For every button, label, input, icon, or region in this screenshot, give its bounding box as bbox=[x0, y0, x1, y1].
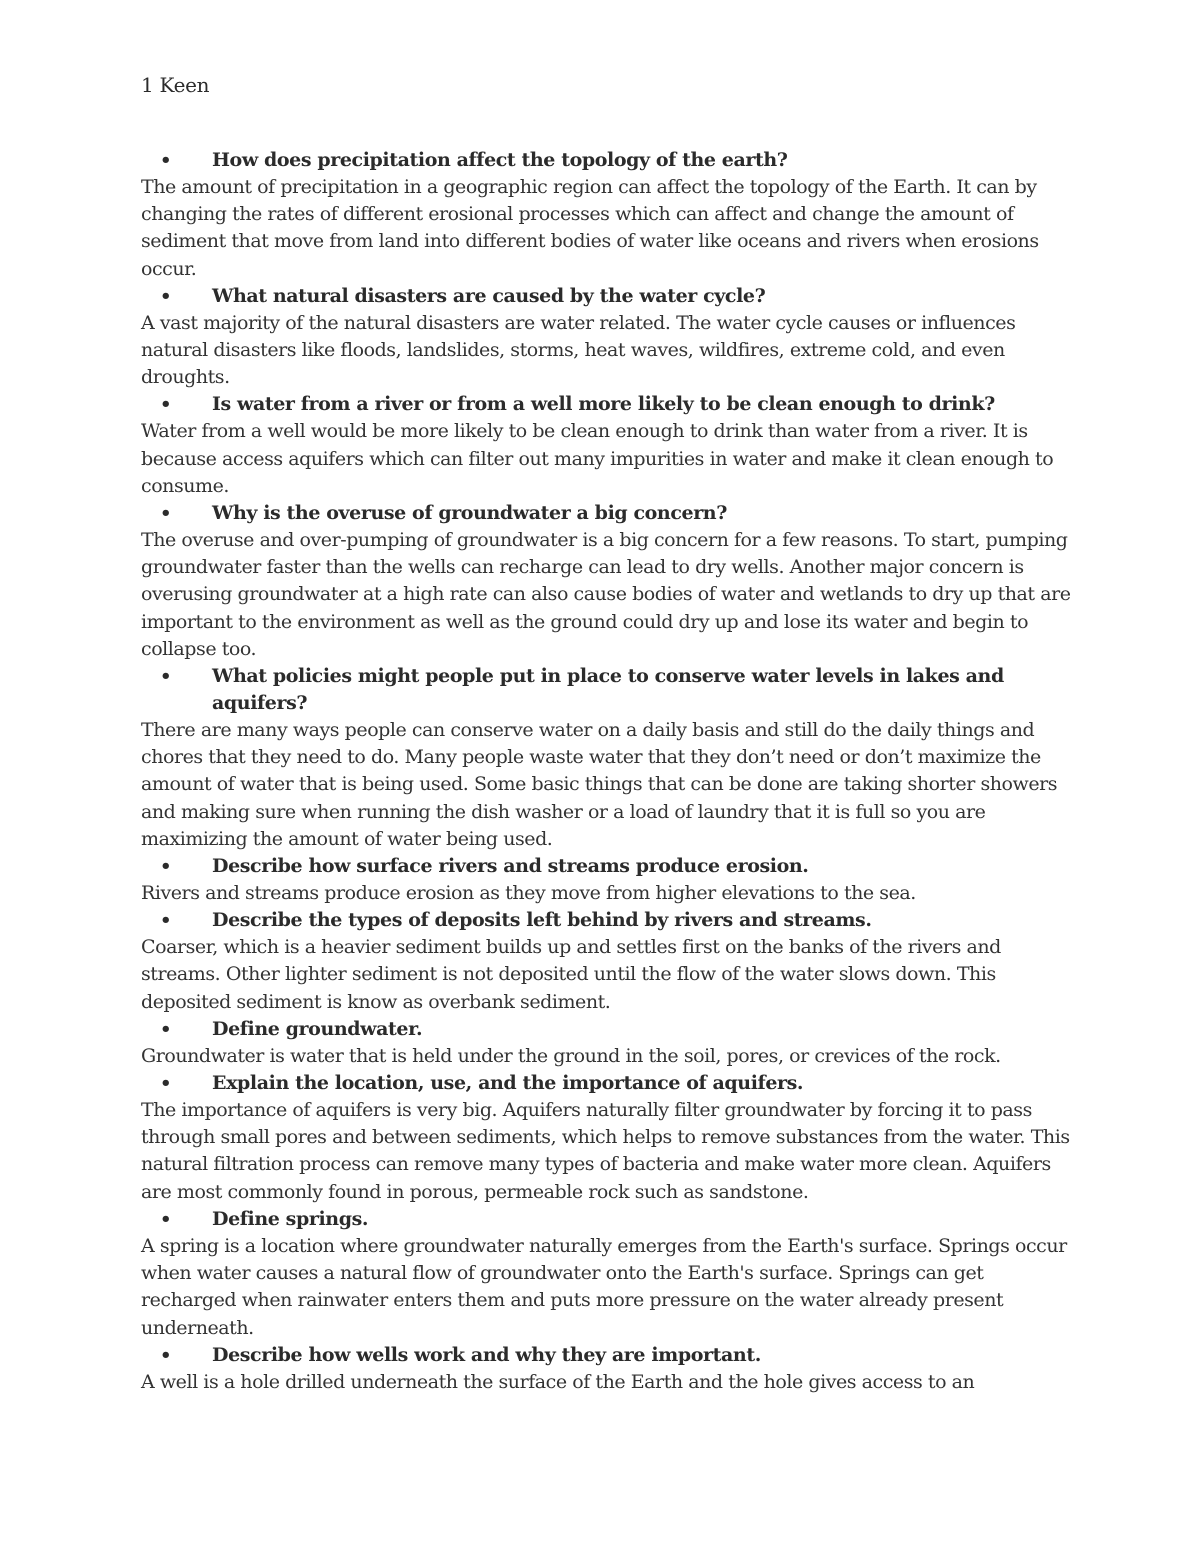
qa-item bbox=[141, 1206, 1071, 1342]
qa-item bbox=[141, 853, 1071, 907]
question-heading bbox=[141, 283, 1071, 310]
answer-text: Rivers and streams produce erosion as they move from higher elevations to the sea. bbox=[141, 882, 916, 905]
question-heading bbox=[141, 663, 1071, 717]
bullet-icon: • bbox=[160, 1344, 172, 1366]
bullet-icon: • bbox=[160, 285, 172, 307]
question-heading bbox=[141, 391, 1071, 418]
qa-item bbox=[141, 147, 1071, 283]
answer-text: Coarser, which is a heavier sediment builds up and settles first on the banks of the rivers and streams. Other lighter sediment is not deposited until the flow of the water slows down. This deposited sediment is know as overbank sediment. bbox=[141, 936, 1001, 1013]
question-text: Explain the location, use, and the importance of aquifers. bbox=[212, 1072, 804, 1095]
question-text: Describe how wells work and why they are important. bbox=[212, 1343, 761, 1366]
question-heading bbox=[141, 1342, 1071, 1369]
answer-text: A vast majority of the natural disasters are water related. The water cycle causes or influences natural disasters like floods, landslides, storms, heat waves, wildfires, extreme cold, and even droughts. bbox=[141, 311, 1016, 389]
page-header: 1 Keen bbox=[141, 73, 210, 97]
bullet-icon: • bbox=[160, 1208, 172, 1230]
qa-item bbox=[141, 283, 1071, 392]
answer-text: Water from a well would be more likely to be clean enough to drink than water from a river. It is because access aquifers which can filter out many impurities in water and make it clean enough to consume. bbox=[141, 420, 1054, 497]
answer-text: The importance of aquifers is very big. Aquifers naturally filter groundwater by forcing it to pass through small pores and between sediments, which helps to remove substances from the water. This natural filtration process can remove many types of bacteria and make water more clean. Aquifers are most commonly found in porous, permeable rock such as sandstone. bbox=[141, 1099, 1070, 1203]
question-heading bbox=[141, 907, 1071, 934]
bullet-icon: • bbox=[160, 856, 172, 878]
answer-text: The amount of precipitation in a geographic region can affect the topology of the Earth. It can by changing the rates of different erosional processes which can affect and change the amount of sediment that move from land into different bodies of water like oceans and rivers when erosions occur. bbox=[141, 176, 1039, 280]
question-heading bbox=[141, 500, 1071, 527]
bullet-icon: • bbox=[160, 666, 172, 688]
answer-text: The overuse and over-pumping of groundwater is a big concern for a few reasons. To start, pumping groundwater faster than the wells can recharge can lead to dry wells. Another major concern is overusing groundwater at a high rate can also cause bodies of water and wetlands to dry up that are important to the environment as well as the ground could dry up and lose its water and begin to collapse too. bbox=[141, 529, 1071, 660]
answer-text: A well is a hole drilled underneath the surface of the Earth and the hole gives access to an bbox=[141, 1370, 975, 1393]
question-text: Describe the types of deposits left behind by rivers and streams. bbox=[212, 909, 872, 932]
qa-item bbox=[141, 907, 1071, 1016]
question-heading bbox=[141, 1016, 1071, 1043]
bullet-icon: • bbox=[160, 150, 172, 171]
qa-item bbox=[141, 1070, 1071, 1206]
qa-item bbox=[141, 1342, 1071, 1396]
qa-item bbox=[141, 391, 1071, 500]
qa-item bbox=[141, 663, 1071, 853]
question-heading bbox=[141, 1206, 1071, 1233]
bullet-icon: • bbox=[160, 1073, 172, 1095]
question-text: Define groundwater. bbox=[212, 1017, 423, 1040]
qa-list bbox=[141, 147, 1071, 1396]
question-heading bbox=[141, 1070, 1071, 1097]
bullet-icon: • bbox=[160, 394, 172, 416]
answer-text: Groundwater is water that is held under the ground in the soil, pores, or crevices of the rock. bbox=[141, 1044, 1001, 1067]
question-text: What natural disasters are caused by the water cycle? bbox=[212, 284, 766, 307]
question-text: How does precipitation affect the topology of the earth? bbox=[212, 149, 788, 171]
question-text: Describe how surface rivers and streams produce erosion. bbox=[212, 855, 809, 878]
question-heading bbox=[141, 853, 1071, 880]
question-text: Why is the overuse of groundwater a big concern? bbox=[212, 502, 727, 525]
qa-item bbox=[141, 1016, 1071, 1070]
question-heading bbox=[141, 147, 1071, 174]
question-text: What policies might people put in place to conserve water levels in lakes and aquifers? bbox=[212, 665, 1004, 715]
question-text: Define springs. bbox=[212, 1207, 369, 1230]
answer-text: There are many ways people can conserve water on a daily basis and still do the daily things and chores that they need to do. Many people waste water that they don’t need or don’t maximize the amount of water that is being used. Some basic things that can be done are taking shorter showers and making sure when running the dish washer or a load of laundry that it is full so you are maximizing the amount of water being used. bbox=[141, 719, 1058, 850]
bullet-icon: • bbox=[160, 503, 172, 525]
qa-item bbox=[141, 500, 1071, 663]
question-text: Is water from a river or from a well more likely to be clean enough to drink? bbox=[212, 393, 995, 416]
bullet-icon: • bbox=[160, 910, 172, 932]
answer-text: A spring is a location where groundwater naturally emerges from the Earth's surface. Springs occur when water causes a natural flow of groundwater onto the Earth's surface. Springs can get recharged when rainwater enters them and puts more pressure on the water already present underneath. bbox=[141, 1234, 1067, 1339]
bullet-icon: • bbox=[160, 1018, 172, 1040]
